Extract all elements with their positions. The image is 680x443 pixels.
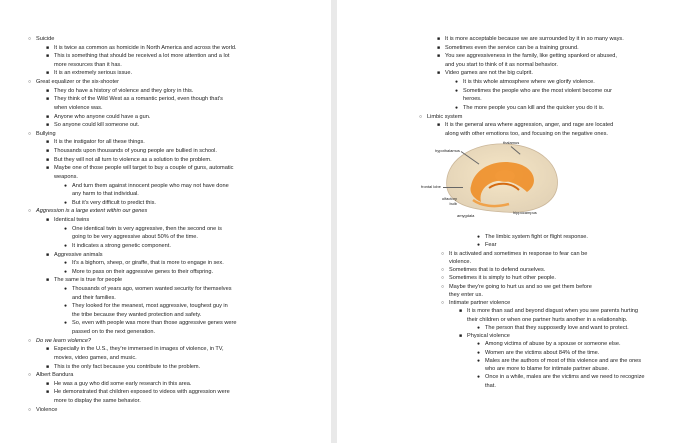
outline-bullet: ● xyxy=(64,268,68,275)
outline-text: It is twice as common as homicide in North America and across the world. xyxy=(54,44,237,51)
outline-bullet: ■ xyxy=(46,389,50,396)
outline-line xyxy=(485,366,609,373)
outline-bullet: ○ xyxy=(28,208,32,215)
outline-text: Do we learn violence? xyxy=(36,337,92,344)
outline-line xyxy=(28,130,56,138)
outline-text: But they will not all turn to violence as a solution to the problem. xyxy=(54,156,212,163)
outline-text: He demonstrated that children exposed to videos with aggression were xyxy=(54,389,230,396)
outline-bullet: ● xyxy=(477,324,481,331)
amygdala-label: amygdala xyxy=(457,213,475,218)
outline-text: It is more than sad and beyond disgust when you see parents hurting xyxy=(467,308,639,315)
right-document-page xyxy=(337,0,680,443)
outline-line xyxy=(46,53,230,60)
outline-line xyxy=(54,62,122,69)
outline-text: The more people you can kill and the quicker you do it is. xyxy=(463,104,605,111)
outline-line xyxy=(64,303,228,310)
outline-line xyxy=(467,317,627,324)
outline-line xyxy=(441,283,592,291)
outline-line xyxy=(46,96,223,103)
outline-line xyxy=(441,275,556,282)
outline-line xyxy=(485,383,496,390)
outline-text: they enter us. xyxy=(449,291,483,298)
outline-line xyxy=(441,250,588,258)
outline-line xyxy=(477,242,497,249)
outline-line xyxy=(46,156,212,164)
outline-text: Bullying xyxy=(36,130,56,137)
outline-bullet: ■ xyxy=(46,53,50,60)
outline-text: It indicates a strong genetic component. xyxy=(72,242,171,249)
outline-bullet: ■ xyxy=(46,217,50,224)
outline-text: One identical twin is very aggressive, then the second one is xyxy=(72,225,222,232)
outline-bullet: ■ xyxy=(46,139,50,146)
outline-bullet: ● xyxy=(477,234,481,240)
hippocampus-label: hippocampus xyxy=(513,210,537,215)
outline-line xyxy=(477,349,600,357)
outline-text: Albert Bandura xyxy=(36,372,74,379)
outline-text: Violence xyxy=(36,406,58,413)
outline-bullet: ■ xyxy=(459,333,463,339)
outline-text: Suicide xyxy=(36,36,55,42)
outline-text: The person that they supposedly love and want to protect. xyxy=(485,324,629,331)
outline-line xyxy=(72,329,155,336)
outline-text: who are more to blame for intimate partner abuse. xyxy=(485,366,610,372)
outline-text: Sometimes it is simply to hurt other people. xyxy=(449,275,556,282)
outline-bullet: ● xyxy=(477,349,481,356)
outline-bullet: ■ xyxy=(46,156,50,163)
outline-line xyxy=(28,208,148,215)
outline-text: Limbic system xyxy=(427,113,463,120)
outline-text: Sometimes that is to defend ourselves. xyxy=(449,267,546,273)
outline-bullet: ■ xyxy=(46,113,50,120)
outline-text: Among victims of abuse by a spouse or someone else. xyxy=(485,341,621,348)
outline-text: the tribe because they wanted protection and safety. xyxy=(72,311,202,318)
outline-line xyxy=(28,337,92,345)
outline-text: Great equalizer or the six-shooter xyxy=(36,79,120,86)
outline-text: violence. xyxy=(449,258,472,265)
outline-text: Identical twins xyxy=(54,217,90,224)
outline-bullet: ● xyxy=(455,104,459,111)
outline-line xyxy=(64,285,232,293)
outline-line xyxy=(477,234,588,241)
outline-line xyxy=(72,295,116,302)
outline-text: passed on to the next generation. xyxy=(72,329,156,336)
outline-text: and you start to think of it as normal behavior. xyxy=(445,61,558,68)
outline-text: along with other emotions too, and focusing on the negative ones. xyxy=(445,130,608,137)
outline-text: heroes. xyxy=(463,96,482,103)
outline-line xyxy=(64,182,229,190)
outline-line xyxy=(28,79,120,86)
outline-bullet: ● xyxy=(64,285,68,292)
outline-text: This is something that should be received a lot more attention and a lot xyxy=(54,53,230,60)
hypothalamus-label: hypothalamus xyxy=(435,148,460,153)
outline-bullet: ● xyxy=(455,87,459,94)
outline-line xyxy=(46,113,151,121)
outline-line xyxy=(477,341,621,348)
outline-bullet: ● xyxy=(64,242,68,249)
outline-line xyxy=(46,165,234,172)
outline-line xyxy=(54,398,141,405)
outline-text: So anyone could kill someone out. xyxy=(54,122,140,129)
outline-bullet: ■ xyxy=(437,53,441,60)
outline-text: Intimate partner violence xyxy=(449,300,511,306)
outline-line xyxy=(46,139,145,146)
outline-text: Women are the victims about 84% of the time. xyxy=(485,349,600,356)
outline-text: their children or when one partner hurts another in a relationship. xyxy=(467,316,628,323)
outline-line xyxy=(46,363,201,371)
outline-text: Physical violence xyxy=(467,333,510,339)
outline-bullet: ■ xyxy=(46,148,50,155)
outline-line xyxy=(54,105,103,112)
frontal-lobe-label: frontal lobe xyxy=(421,184,441,189)
outline-bullet: ○ xyxy=(28,372,32,379)
outline-bullet: ■ xyxy=(46,96,50,103)
outline-text: This is the only fact because you contribute to the problem. xyxy=(54,363,201,370)
outline-text: Sometimes even the service can be a training ground. xyxy=(445,44,579,51)
outline-text: Thousands upon thousands of young people are bullied in school. xyxy=(54,148,217,155)
outline-line xyxy=(46,44,237,52)
outline-text: Video games are not the big culprit. xyxy=(445,70,533,77)
outline-bullet: ● xyxy=(64,199,68,206)
outline-line xyxy=(72,234,198,241)
outline-text: that. xyxy=(485,382,496,389)
outline-text: They do have a history of violence and they glory in this. xyxy=(54,87,194,94)
outline-text: But it's very difficult to predict this. xyxy=(72,199,156,206)
outline-text: He was a guy who did some early research in this area. xyxy=(54,380,192,387)
outline-text: It is more acceptable because we are surrounded by it in so many ways. xyxy=(445,36,624,42)
outline-line xyxy=(459,333,510,340)
outline-text: So, even with people was more than those aggressive genes were xyxy=(72,320,237,327)
outline-bullet: ○ xyxy=(28,36,32,42)
outline-text: The limbic system fight or flight response. xyxy=(485,234,588,240)
outline-line xyxy=(46,122,140,129)
outline-text: Especially in the U.S., they're immersed in images of violence, in TV, xyxy=(54,346,224,353)
outline-bullet: ● xyxy=(64,225,68,232)
outline-line xyxy=(28,36,55,43)
outline-bullet: ● xyxy=(455,79,459,86)
outline-line xyxy=(64,320,237,327)
outline-text: weapons. xyxy=(54,173,78,180)
outline-text: when violence was. xyxy=(54,104,103,111)
outline-text: Thousands of years ago, women wanted security for themselves xyxy=(72,285,232,292)
outline-bullet: ■ xyxy=(46,70,50,77)
outline-line xyxy=(46,380,192,388)
outline-text: Aggressive animals xyxy=(54,251,103,258)
outline-line xyxy=(54,355,137,362)
outline-text: Sometimes the people who are the most violent become our xyxy=(463,87,612,94)
outline-text: The same is true for people xyxy=(54,277,123,284)
outline-bullet: ● xyxy=(64,182,68,189)
outline-line xyxy=(46,346,224,353)
outline-text: Maybe they're going to hurt us and so we get them before xyxy=(449,283,592,290)
outline-bullet: ● xyxy=(64,303,68,310)
outline-line xyxy=(64,199,156,207)
outline-bullet: ■ xyxy=(46,165,50,172)
outline-bullet: ● xyxy=(477,341,481,348)
outline-line xyxy=(449,292,483,299)
outline-line xyxy=(441,300,511,307)
outline-line xyxy=(441,267,546,274)
outline-bullet: ■ xyxy=(46,251,50,258)
outline-bullet: ○ xyxy=(441,300,445,306)
outline-bullet: ■ xyxy=(46,363,50,370)
outline-text: Anyone who anyone could have a gun. xyxy=(54,113,151,120)
outline-bullet: ○ xyxy=(28,79,32,86)
outline-text: going to be very aggressive about 50% of the time. xyxy=(72,234,198,241)
outline-bullet: ■ xyxy=(437,36,441,42)
outline-line xyxy=(46,87,194,95)
outline-bullet: ■ xyxy=(437,44,441,51)
outline-line xyxy=(46,389,230,396)
outline-text: Males are the authors of most of this violence and are the ones xyxy=(485,357,642,364)
outline-text: It is the instigator for all these things. xyxy=(54,139,145,146)
outline-line xyxy=(64,242,171,250)
outline-line xyxy=(64,260,224,267)
outline-text: They think of the Wild West as a romantic period, even though that's xyxy=(54,96,223,103)
outline-line xyxy=(72,191,139,198)
outline-bullet: ■ xyxy=(46,87,50,94)
outline-text: more to display the same behavior. xyxy=(54,398,141,405)
outline-text: more resources than it has. xyxy=(54,61,122,68)
outline-text: movies, video games, and music. xyxy=(54,354,137,361)
outline-bullet: ● xyxy=(477,357,481,364)
outline-line xyxy=(459,308,639,315)
outline-bullet: ○ xyxy=(419,113,423,120)
outline-bullet: ○ xyxy=(441,283,445,290)
outline-bullet: ■ xyxy=(46,122,50,129)
outline-bullet: ■ xyxy=(437,122,441,129)
outline-bullet: ○ xyxy=(28,130,32,137)
outline-line xyxy=(46,148,217,155)
outline-text: It's a bighorn, sheep, or giraffe, that is more to engage in sex. xyxy=(72,260,224,267)
outline-bullet: ■ xyxy=(437,70,441,77)
outline-line xyxy=(28,372,74,379)
outline-bullet: ○ xyxy=(28,406,32,413)
outline-text: More to pass on their aggressive genes to their offspring. xyxy=(72,268,214,275)
outline-text: Once in a while, males are the victims and we need to recognize xyxy=(485,374,645,381)
olfactory-bulb-label: olfactory bulb xyxy=(441,196,457,206)
outline-text: Fear xyxy=(485,242,497,249)
outline-bullet: ■ xyxy=(46,277,50,284)
outline-bullet: ■ xyxy=(46,380,50,387)
outline-line xyxy=(477,357,642,365)
outline-bullet: ■ xyxy=(46,44,50,51)
outline-bullet: ○ xyxy=(28,337,32,344)
outline-line xyxy=(449,259,471,266)
outline-text: They looked for the meanest, most aggressive, toughest guy in xyxy=(72,303,228,310)
outline-text: You see aggressiveness in the family, like getting spanked or abused, xyxy=(445,53,617,60)
outline-bullet: ● xyxy=(64,260,68,267)
outline-bullet: ○ xyxy=(441,267,445,273)
outline-line xyxy=(46,70,133,77)
outline-text: It is this whole atmosphere where we glorify violence. xyxy=(463,79,595,86)
outline-text: any harm to that individual. xyxy=(72,191,139,198)
outline-line xyxy=(477,324,629,332)
outline-bullet: ○ xyxy=(441,250,445,257)
outline-line xyxy=(64,268,214,276)
left-document-page xyxy=(0,0,331,443)
outline-bullet: ● xyxy=(64,320,68,327)
outline-line xyxy=(46,251,103,259)
outline-bullet: ● xyxy=(477,374,481,381)
right-page-bottom-section xyxy=(337,0,680,443)
outline-line xyxy=(54,174,78,181)
outline-line xyxy=(28,406,58,414)
outline-bullet: ■ xyxy=(459,308,463,315)
outline-line xyxy=(64,225,222,233)
outline-line xyxy=(477,374,645,381)
outline-text: Aggression is a large extent within our genes xyxy=(36,208,148,215)
outline-text: It is an extremely serious issue. xyxy=(54,70,133,77)
outline-line xyxy=(46,277,123,284)
outline-text: And turn them against innocent people who may not have done xyxy=(72,182,229,189)
outline-bullet: ○ xyxy=(441,275,445,282)
thalamus-label: thalamus xyxy=(503,140,520,145)
outline-text: It is the general area where aggression, anger, and rage are located xyxy=(445,122,614,129)
outline-line xyxy=(72,312,201,319)
outline-text: It is activated and sometimes in response to fear can be xyxy=(449,250,588,257)
outline-text: Maybe one of those people will target to buy a couple of guns, automatic xyxy=(54,165,234,172)
outline-text: and their families. xyxy=(72,294,116,301)
outline-line xyxy=(46,217,90,224)
outline-bullet: ● xyxy=(477,242,481,249)
outline-bullet: ■ xyxy=(46,346,50,353)
